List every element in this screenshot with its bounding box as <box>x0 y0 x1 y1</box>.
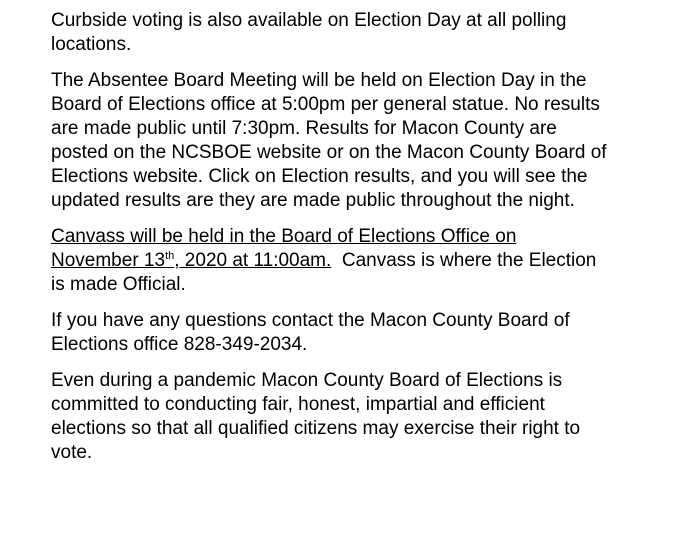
ordinal-suffix: th <box>165 250 175 262</box>
canvass-plain-text: Canvass is where the Election <box>331 250 597 271</box>
text-line: is made Official. <box>51 274 186 295</box>
canvass-paragraph <box>51 225 681 297</box>
text-line: Elections website. Click on Election results, and you will see the <box>51 166 588 187</box>
curbside-voting-paragraph <box>51 9 681 57</box>
text-line: Board of Elections office at 5:00pm per general statue. No results <box>51 94 600 115</box>
text-line: Elections office 828-349-2034. <box>51 334 308 355</box>
text-line: locations. <box>51 34 132 55</box>
text-line: Curbside voting is also available on Election Day at all polling <box>51 10 567 31</box>
text-line: updated results are they are made public throughout the night. <box>51 190 575 211</box>
canvass-underlined-line: Canvass will be held in the Board of Elections Office on <box>51 226 517 247</box>
commitment-paragraph <box>51 369 681 465</box>
canvass-time-text: , 2020 at 11:00am. <box>174 250 332 271</box>
text-line: elections so that all qualified citizens may exercise their right to <box>51 418 581 439</box>
absentee-board-paragraph <box>51 69 681 213</box>
text-line: committed to conducting fair, honest, impartial and efficient <box>51 394 545 415</box>
text-line: Even during a pandemic Macon County Board of Elections is <box>51 370 563 391</box>
text-line: The Absentee Board Meeting will be held on Election Day in the <box>51 70 587 91</box>
text-line: vote. <box>51 442 93 463</box>
text-line: If you have any questions contact the Macon County Board of <box>51 310 570 331</box>
document-page <box>51 9 681 477</box>
canvass-date-underlined <box>51 250 331 271</box>
text-line: posted on the NCSBOE website or on the Macon County Board of <box>51 142 607 163</box>
canvass-date-line <box>51 249 681 273</box>
canvass-date-text: November 13 <box>51 250 166 271</box>
contact-paragraph <box>51 309 681 357</box>
text-line: are made public until 7:30pm. Results for Macon County are <box>51 118 557 139</box>
